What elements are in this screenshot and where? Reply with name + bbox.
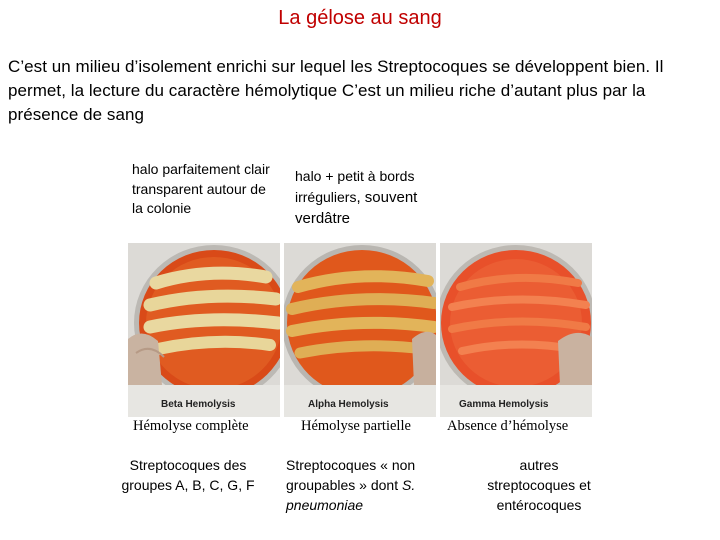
- alpha-caption-part1: halo + petit à bords irréguliers: [295, 168, 415, 205]
- alpha-caption-part2: , souvent verdâtre: [295, 189, 418, 227]
- page-title: La gélose au sang: [278, 7, 442, 29]
- alpha-groups: [286, 455, 446, 515]
- alpha-photo-label: Alpha Hemolysis: [308, 399, 389, 410]
- beta-groups: Streptocoques des groupes A, B, C, G, F: [121, 457, 255, 493]
- beta-caption: halo parfaitement clair transparent autour de la colonie: [132, 161, 270, 216]
- alpha-hemolysis-type: Hémolyse partielle: [301, 418, 411, 434]
- beta-hemolysis-type: Hémolyse complète: [133, 418, 249, 434]
- alpha-groups-species: S. pneumoniae: [286, 477, 416, 513]
- agar-plates-photo: [128, 243, 592, 417]
- alpha-groups-main: Streptocoques « non groupables » dont: [286, 457, 416, 493]
- gamma-hemolysis-type: Absence d’hémolyse: [447, 418, 569, 434]
- intro-paragraph: C’est un milieu d’isolement enrichi sur lequel les Streptocoques se développent bien. Il permet, la lecture du caractère hémolytique C’est un milieu riche d’autant plus par la présence de sang: [8, 57, 664, 124]
- gamma-photo-label: Gamma Hemolysis: [459, 399, 549, 410]
- beta-photo-label: Beta Hemolysis: [161, 399, 236, 410]
- alpha-hemolysis-plate: [284, 243, 436, 385]
- gamma-hemolysis-plate: [440, 243, 592, 385]
- alpha-caption: [295, 166, 455, 229]
- beta-hemolysis-plate: [128, 243, 280, 385]
- gamma-groups: autres streptocoques et entérocoques: [487, 457, 591, 513]
